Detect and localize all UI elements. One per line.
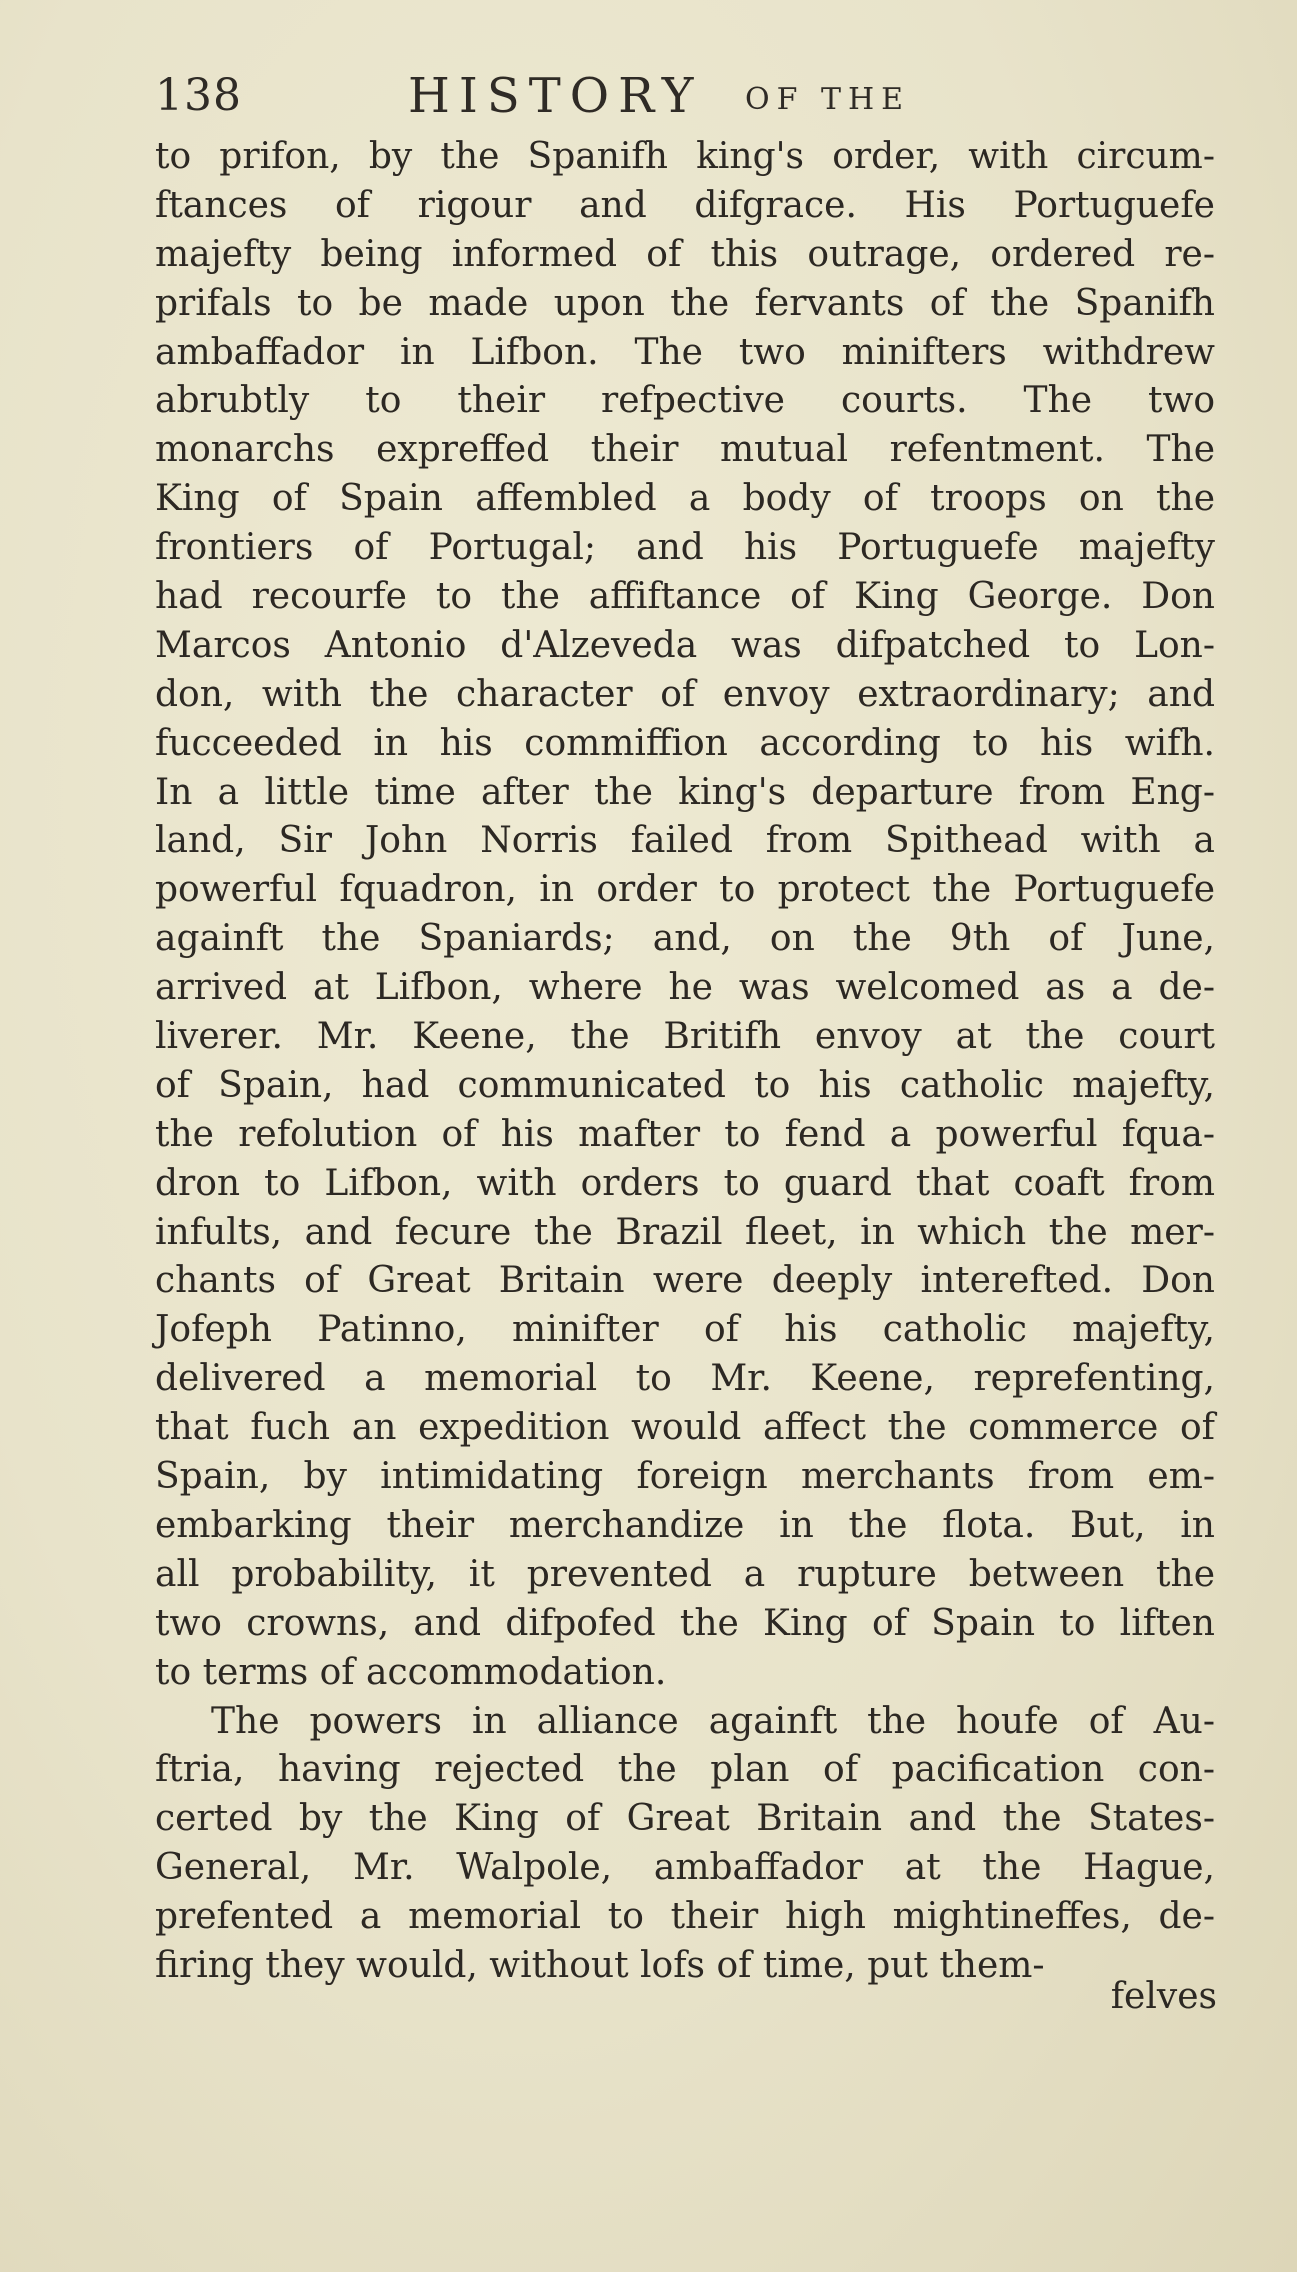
text-line: firing they would, without lofs of time, put them-: [155, 1944, 1045, 1986]
text-line: dron to Lifbon, with orders to guard that coaft from: [155, 1162, 1215, 1204]
text-line: fucceeded in his commiffion according to his wifh.: [155, 722, 1215, 764]
body-text: [155, 133, 1215, 1991]
text-line: prefented a memorial to their high mightineffes, de-: [155, 1896, 1215, 1938]
running-head: [155, 68, 1215, 138]
text-line: delivered a memorial to Mr. Keene, reprefenting,: [155, 1358, 1215, 1400]
text-line: arrived at Lifbon, where he was welcomed as a de-: [155, 967, 1215, 1009]
catchword: felves: [1110, 1976, 1217, 2017]
text-line: Spain, by intimidating foreign merchants from em-: [155, 1456, 1215, 1498]
text-line: infults, and fecure the Brazil fleet, in which the mer-: [155, 1211, 1215, 1253]
paragraph: [155, 133, 1215, 1698]
text-line: General, Mr. Walpole, ambaffador at the Hague,: [155, 1847, 1215, 1889]
paragraph: [155, 1698, 1215, 1991]
text-line: land, Sir John Norris failed from Spithead with a: [155, 820, 1215, 862]
text-line: ftances of rigour and difgrace. His Portuguefe: [155, 184, 1215, 226]
text-line: monarchs expreffed their mutual refentment. The: [155, 429, 1215, 471]
text-line: King of Spain affembled a body of troops on the: [155, 478, 1215, 520]
text-line: frontiers of Portugal; and his Portuguefe majefty: [155, 527, 1215, 569]
text-line: to prifon, by the Spanifh king's order, with circum-: [155, 136, 1215, 177]
text-line: certed by the King of Great Britain and the States-: [155, 1798, 1215, 1840]
text-line: Jofeph Patinno, minifter of his catholic majefty,: [155, 1309, 1215, 1351]
text-line: liverer. Mr. Keene, the Britifh envoy at the court: [155, 1016, 1215, 1058]
text-line: prifals to be made upon the fervants of the Spanifh: [155, 282, 1215, 324]
text-line: of Spain, had communicated to his catholic majefty,: [155, 1064, 1215, 1106]
text-line: don, with the character of envoy extraordinary; and: [155, 673, 1215, 715]
text-line: Marcos Antonio d'Alzeveda was difpatched to Lon-: [155, 624, 1215, 666]
text-line: ambaffador in Lifbon. The two minifters withdrew: [155, 331, 1215, 373]
text-line: majefty being informed of this outrage, ordered re-: [155, 233, 1215, 275]
text-line: In a little time after the king's departure from Eng-: [155, 771, 1215, 813]
text-line: had recourfe to the affiftance of King George. Don: [155, 576, 1215, 618]
page-number: 138: [155, 70, 242, 121]
text-line: that fuch an expedition would affect the commerce of: [155, 1407, 1215, 1449]
text-line: to terms of accommodation.: [155, 1651, 667, 1693]
text-line: againft the Spaniards; and, on the 9th of June,: [155, 918, 1215, 960]
text-line: chants of Great Britain were deeply interefted. Don: [155, 1260, 1215, 1302]
text-line: all probability, it prevented a rupture between the: [155, 1553, 1215, 1595]
text-line: two crowns, and difpofed the King of Spain to liften: [155, 1602, 1215, 1644]
text-line: powerful fquadron, in order to protect the Portuguefe: [155, 869, 1215, 911]
text-line: The powers in alliance againft the houfe of Au-: [211, 1700, 1215, 1742]
text-line: the refolution of his mafter to fend a powerful fqua-: [155, 1113, 1215, 1155]
text-line: embarking their merchandize in the flota. But, in: [155, 1504, 1215, 1546]
running-title-small: OF THE: [745, 82, 911, 117]
running-title: HISTORY: [408, 68, 703, 124]
text-line: ftria, having rejected the plan of pacification con-: [155, 1749, 1215, 1791]
text-line: abrubtly to their refpective courts. The two: [155, 380, 1215, 422]
